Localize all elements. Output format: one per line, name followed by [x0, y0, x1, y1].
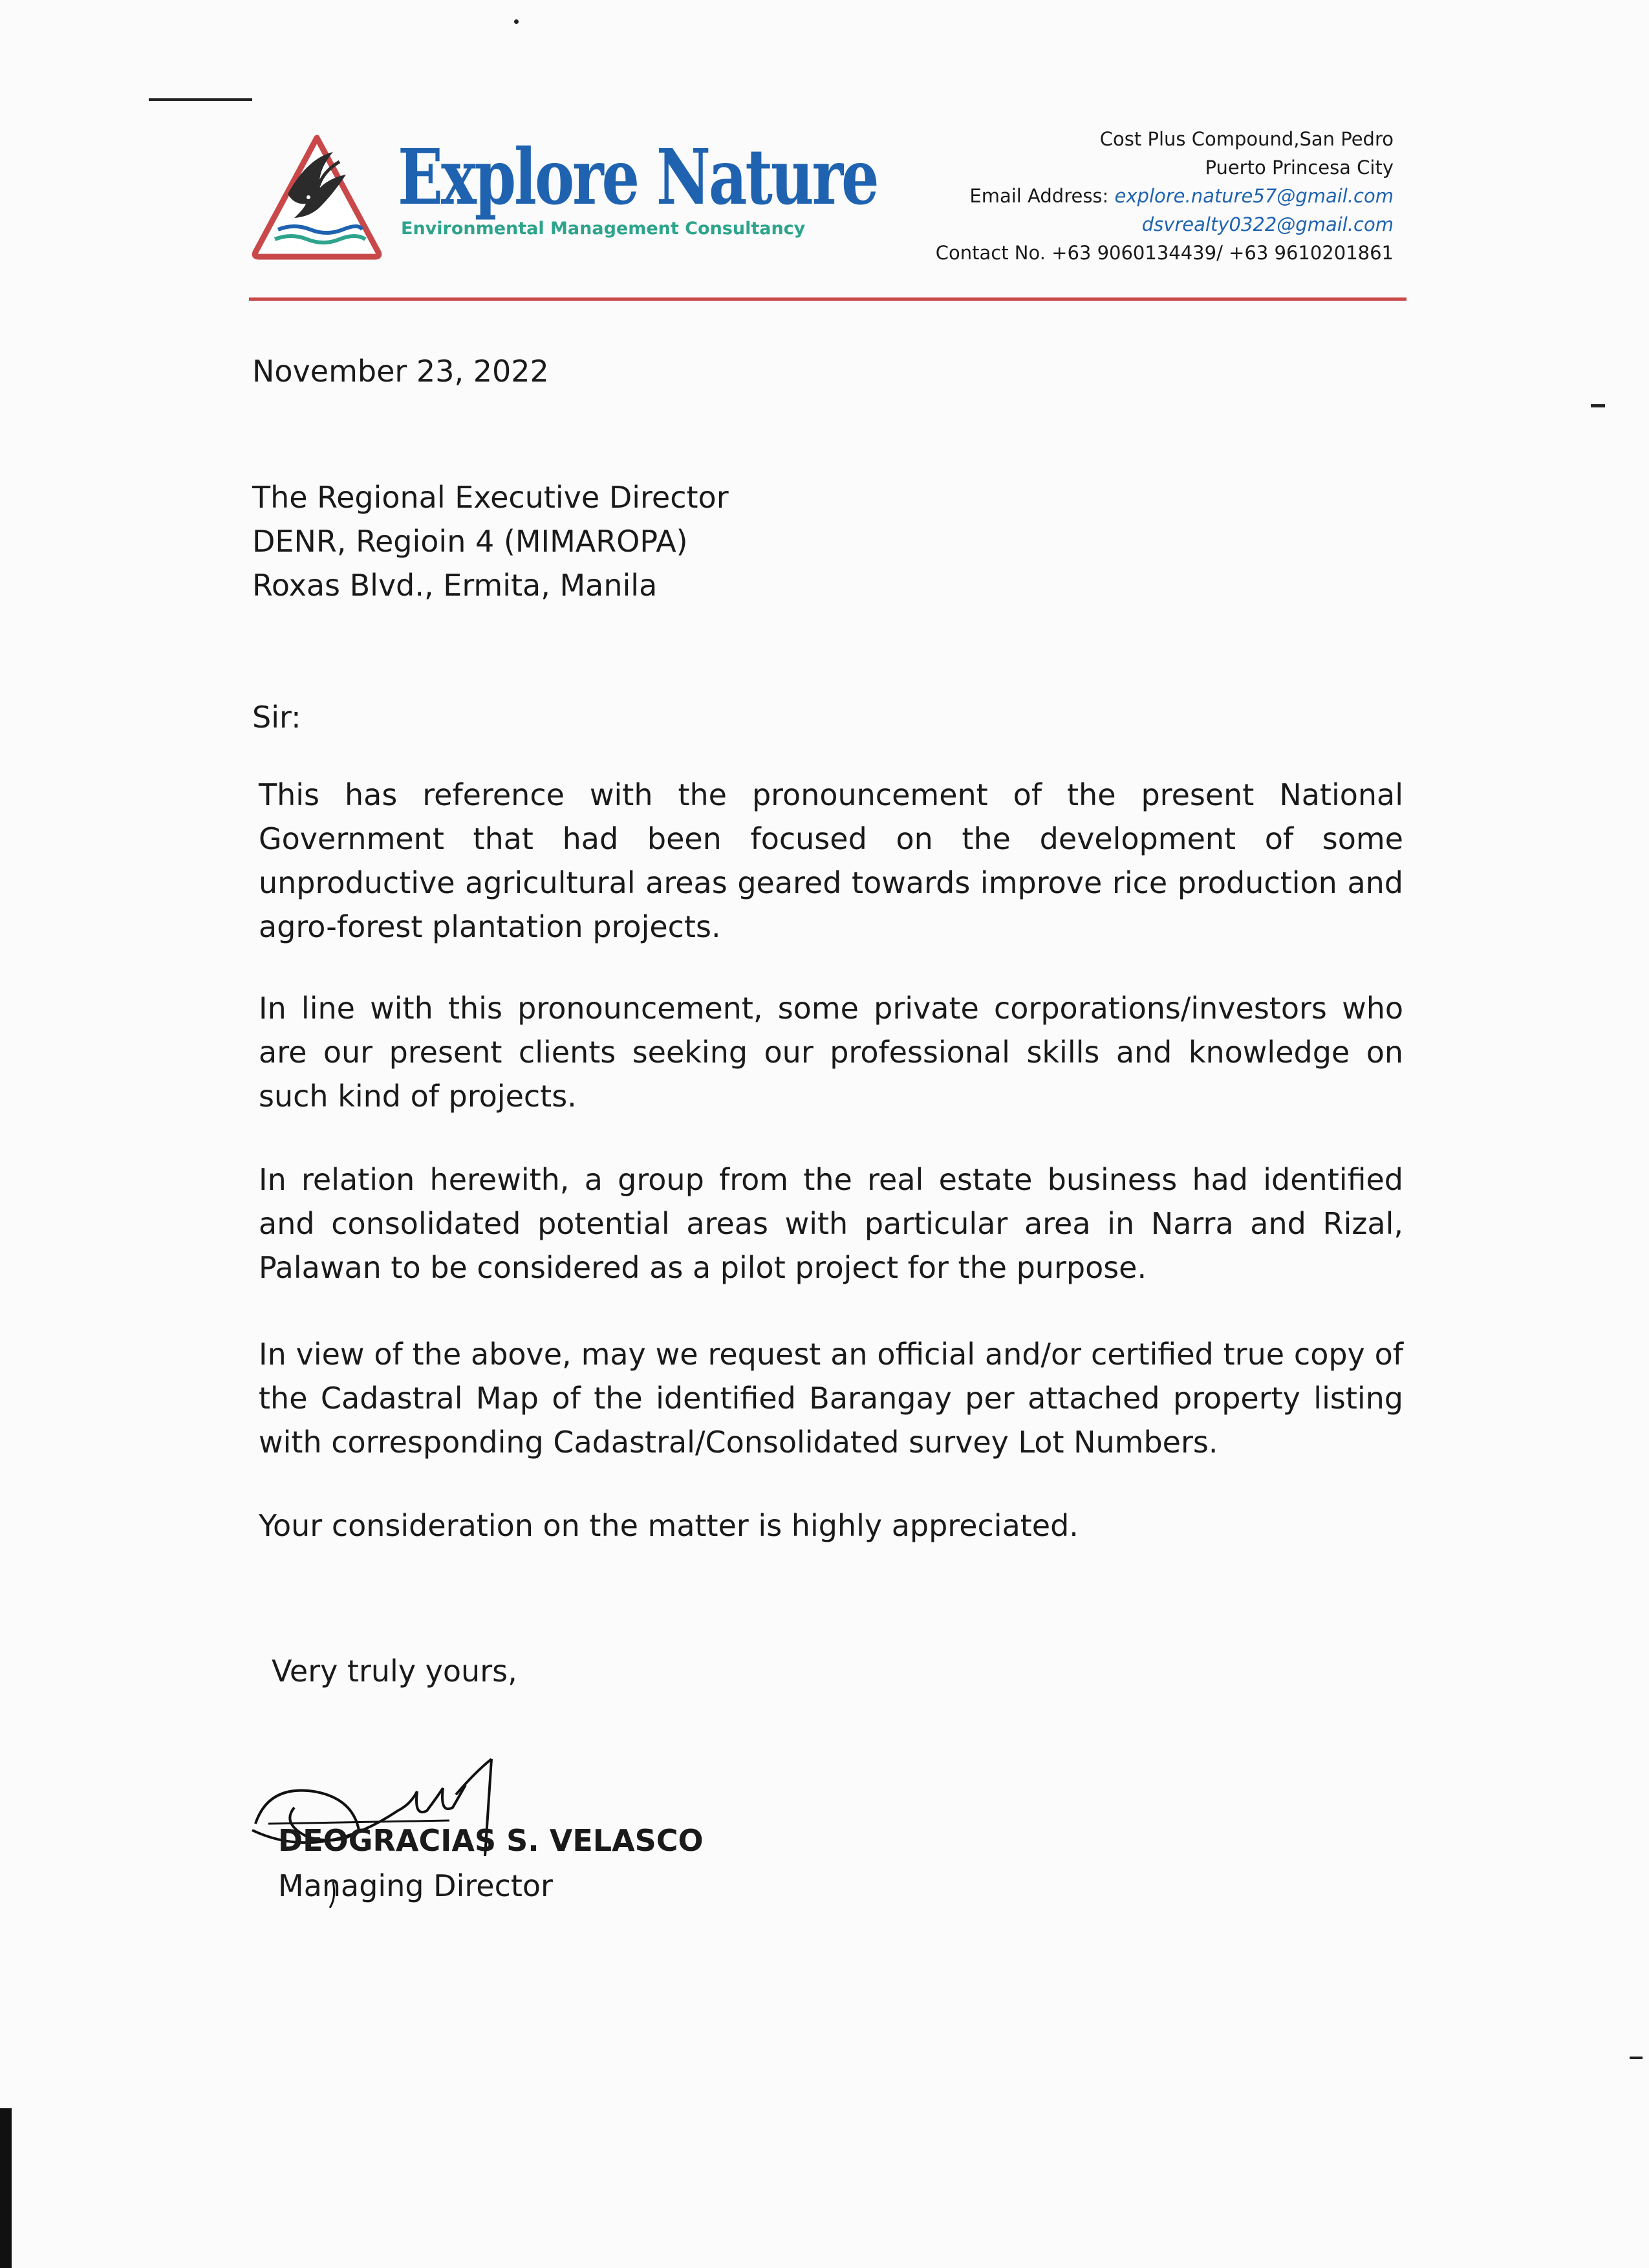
addressee-line: Roxas Blvd., Ermita, Manila — [252, 568, 658, 603]
addressee-line: The Regional Executive Director — [252, 480, 729, 515]
email-line-2 — [902, 210, 1394, 239]
email-link-1[interactable]: explore.nature57@gmail.com — [1114, 185, 1394, 207]
body-paragraph: In view of the above, may we request an official and/or certified true copy of the Cadastral Map of the identified Barangay per attached property listing with corresponding Cadastral/Consolidated survey Lot Numbers. — [259, 1337, 1403, 1460]
email-label: Email Address: — [969, 185, 1115, 207]
body-paragraph: Your consideration on the matter is highly appreciated. — [259, 1508, 1079, 1543]
scan-mark — [514, 19, 519, 24]
closing: Very truly yours, — [272, 1654, 517, 1689]
email-line-1 — [902, 182, 1394, 210]
signer-name: DEOGRACIAS S. VELASCO — [278, 1823, 704, 1858]
body-paragraph: In relation herewith, a group from the real estate business had identified and consolidated potential areas with particular area in Narra and Rizal, Palawan to be considered as a pilot project for the purpose. — [259, 1162, 1403, 1285]
contact-block — [902, 125, 1394, 267]
address-line-2: Puerto Princesa City — [1205, 157, 1394, 178]
brand-name: Explore Nature — [398, 132, 878, 222]
addressee-block — [252, 475, 729, 607]
contact-number: Contact No. +63 9060134439/ +63 9610201861 — [935, 242, 1394, 264]
scan-edge — [0, 2108, 12, 2268]
scan-mark — [1630, 2057, 1643, 2059]
body-paragraph: In line with this pronouncement, some private corporations/investors who are our present clients seeking our professional skills and knowledge on such kind of projects. — [259, 991, 1403, 1114]
brand-tagline: Environmental Management Consultancy — [401, 219, 806, 239]
salutation: Sir: — [252, 700, 301, 735]
scan-mark — [1591, 404, 1605, 407]
address-line-1: Cost Plus Compound,San Pedro — [1099, 128, 1394, 150]
header-divider — [249, 297, 1406, 301]
body-paragraph: This has reference with the pronouncement of the present National Government that had been focused on the development of some unproductive agricultural areas geared towards improve rice production and agro-forest plantation projects. — [259, 777, 1403, 944]
signer-title: Managing Director — [278, 1868, 553, 1903]
bird-logo-icon — [249, 133, 385, 262]
email-link-2[interactable]: dsvrealty0322@gmail.com — [1141, 213, 1394, 235]
letter-date: November 23, 2022 — [252, 354, 549, 389]
scan-mark — [149, 98, 252, 101]
addressee-line: DENR, Regioin 4 (MIMAROPA) — [252, 524, 688, 559]
